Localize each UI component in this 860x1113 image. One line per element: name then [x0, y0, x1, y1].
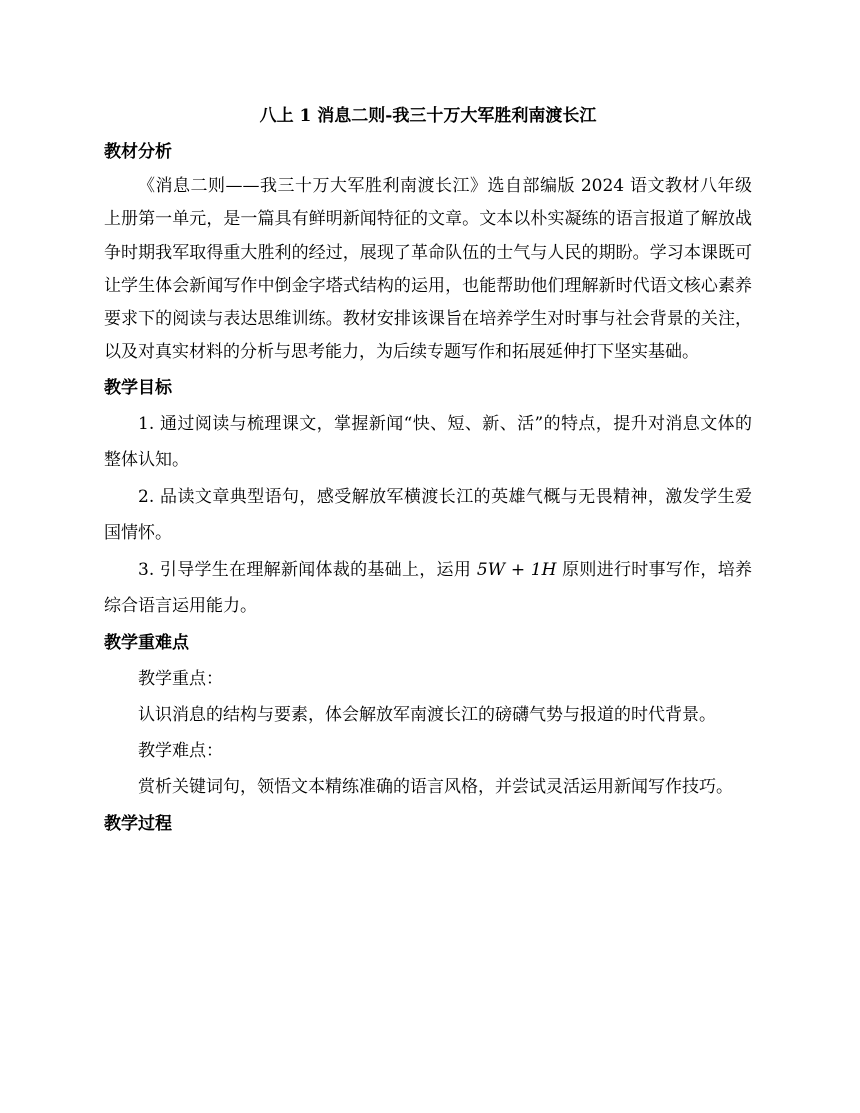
section-heading-process: 教学过程	[104, 813, 172, 834]
section-heading-objectives: 教学目标	[104, 377, 172, 398]
section-heading-analysis: 教材分析	[104, 142, 172, 162]
analysis-paragraph: 《消息二则——我三十万大军胜利南渡长江》选自部编版 2024 语文教材八年级上册第一单元，是一篇具有鲜明新闻特征的文章。文本以朴实凝练的语言报道了解放战争时期我军取得重大胜利的经过，展现了革命队伍的士气与人民的期盼。学习本课既可让学生体会新闻写作中倒金字塔式结构的运用，也能帮助他们理解新时代语文核心素养要求下的阅读与表达思维训练。教材安排该课旨在培养学生对时事与社会背景的关注，以及对真实材料的分析与思考能力，为后续专题写作和拓展延伸打下坚实基础。	[104, 176, 752, 363]
section-heading-keypoints: 教学重难点	[104, 632, 189, 653]
document-content	[104, 98, 752, 842]
document-title: 八上 1 消息二则-我三十万大军胜利南渡长江	[259, 106, 597, 126]
objective-item-1: 1. 通过阅读与梳理课文，掌握新闻“快、短、新、活”的特点，提升对消息文体的整体认知。	[104, 413, 752, 471]
objective-item-3-text-before: 3. 引导学生在理解新闻体裁的基础上，运用	[138, 559, 477, 580]
objective-item-3-text-after: 原则进行时事写作，培养综合语言运用能力。	[104, 559, 753, 617]
objective-item-3	[104, 552, 752, 625]
objective-item-3-formula: 5W + 1H	[476, 559, 557, 580]
objective-item-2: 2. 品读文章典型语句，感受解放军横渡长江的英雄气概与无畏精神，激发学生爱国情怀。	[104, 486, 752, 544]
focus-text: 认识消息的结构与要素，体会解放军南渡长江的磅礴气势与报道的时代背景。	[138, 704, 716, 725]
difficulty-label: 教学难点：	[138, 741, 223, 762]
difficulty-text: 赏析关键词句，领悟文本精练准确的语言风格，并尝试灵活运用新闻写作技巧。	[138, 777, 733, 798]
focus-label: 教学重点：	[138, 668, 223, 689]
